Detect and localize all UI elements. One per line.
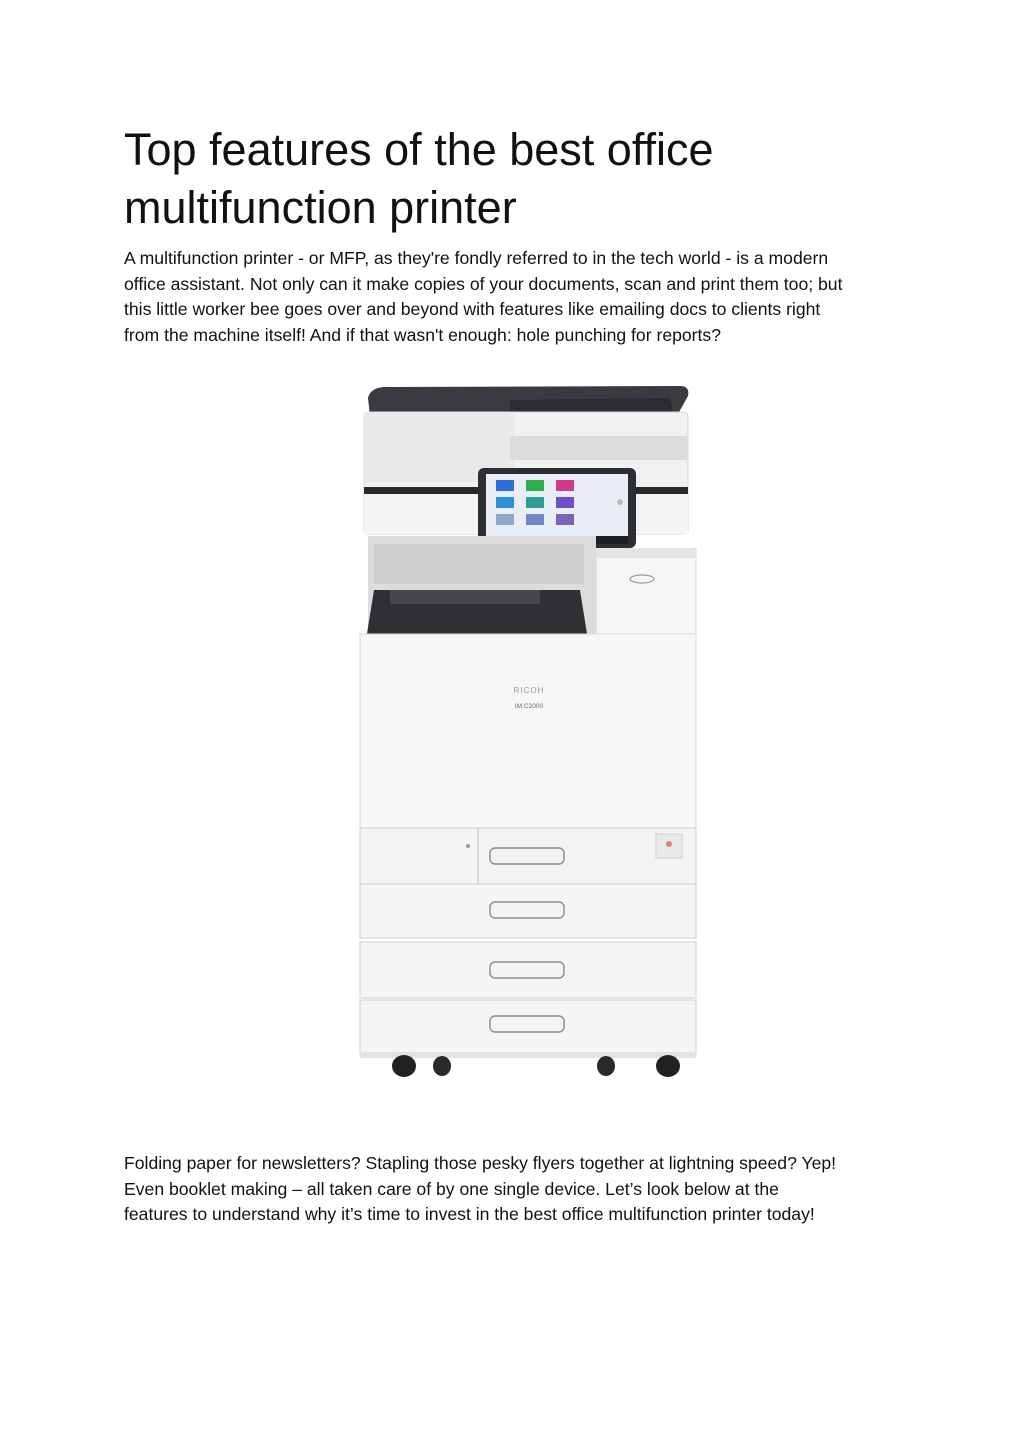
- adf-feed-slot: [510, 436, 688, 460]
- brand-label: RICOH: [513, 686, 545, 695]
- drawer-3: [360, 942, 696, 998]
- outro-paragraph: [124, 1151, 904, 1228]
- status-indicator: [666, 841, 672, 847]
- printer-image: [340, 376, 710, 1086]
- intro-line-3: this little worker bee goes over and beyond with features like emailing docs to clients right: [124, 299, 821, 319]
- intro-line-1: A multifunction printer - or MFP, as they're fondly referred to in the tech world - is a modern: [124, 248, 829, 268]
- outro-line-2: Even booklet making – all taken care of by one single device. Let’s look below at the: [124, 1178, 779, 1199]
- caster-wheels: [392, 1055, 680, 1077]
- intro-paragraph: [124, 246, 904, 348]
- outro-line-1: Folding paper for newsletters? Stapling those pesky flyers together at lightning speed? Yep!: [124, 1153, 837, 1173]
- page-title: [124, 121, 904, 237]
- side-panel: [596, 548, 696, 634]
- drawer-1: [360, 828, 696, 884]
- intro-line-4: from the machine itself! And if that wasn't enough: hole punching for reports?: [124, 324, 722, 345]
- title-line-1: Top features of the best office: [124, 124, 714, 175]
- model-label: IM C2000: [514, 703, 544, 710]
- drawer-4: [360, 1000, 696, 1054]
- drawer-2: [360, 884, 696, 938]
- output-bay-back: [374, 544, 584, 584]
- main-body: [360, 634, 696, 828]
- title-line-2: multifunction printer: [124, 182, 517, 233]
- printer-illustration: [340, 376, 710, 1086]
- outro-line-3: features to understand why it’s time to invest in the best office multifunction printer today!: [124, 1204, 815, 1224]
- intro-line-2: office assistant. Not only can it make copies of your documents, scan and print them too; but: [124, 273, 843, 294]
